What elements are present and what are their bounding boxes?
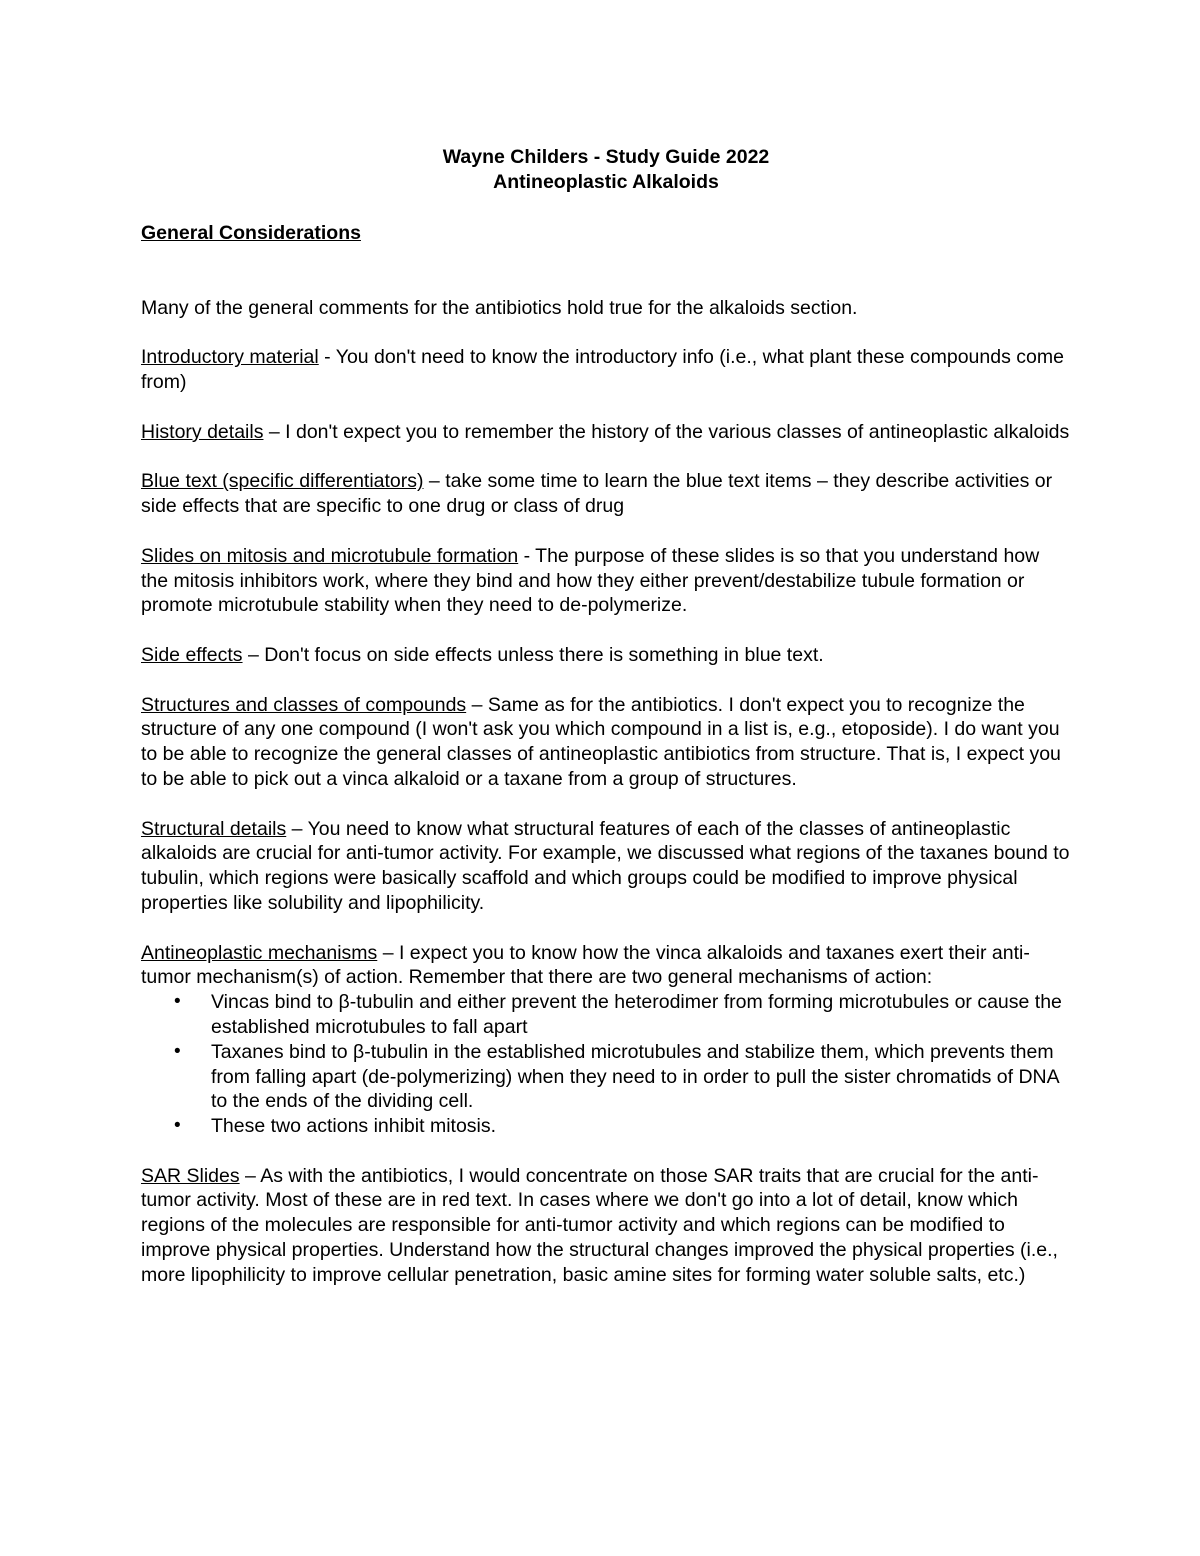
paragraph-label: History details [141,420,264,443]
paragraph-text: - The purpose of these slides is so that you understand how the mitosis inhibitors work, where they bind and how they either prevent/destabilize tubule formation or promote microtubule stability when they need to de-polymerize. [141,544,1040,617]
paragraph-blue-text [141,469,1071,519]
paragraph-mitosis-slides [141,544,1071,618]
bullet-text: Vincas bind to β-tubulin and either prevent the heterodimer from forming microtubules or cause the established microtubules to fall apart [211,991,1062,1038]
bullet-icon: • [174,1115,181,1137]
paragraph-text: - You don't need to know the introductory info (i.e., what plant these compounds come from) [141,346,1064,394]
paragraph-text: – Same as for the antibiotics. I don't expect you to recognize the structure of any one compound (I won't ask you which compound in a list is, e.g., etoposide). I do want you to be able to recognize the general classes of antineoplastic antibiotics from structure. That is, I expect you to be able to pick out a vinca alkaloid or a taxane from a group of structures. [141,693,1061,790]
document-body [141,145,1071,1288]
paragraph-label: Introductory material [141,346,319,369]
bullet-item [141,990,1071,1040]
bullet-icon: • [174,991,181,1013]
paragraph-label: Structural details [141,817,287,840]
paragraph-text: – You need to know what structural features of each of the classes of antineoplastic alkaloids are crucial for anti-tumor activity. For example, we discussed what regions of the taxanes bound to tubulin, which regions were basically scaffold and which groups could be modified to improve physical properties like solubility and lipophilicity. [141,817,1070,914]
mechanism-bullet-list [141,990,1071,1139]
paragraph-structures-classes [141,693,1071,792]
paragraph-history-details [141,420,1071,445]
paragraph-text: – take some time to learn the blue text items – they describe activities or side effects that are specific to one drug or class of drug [141,470,1053,518]
paragraph-text: – Don't focus on side effects unless there is something in blue text. [242,643,824,666]
paragraph-text: – I don't expect you to remember the history of the various classes of antineoplastic alkaloids [263,420,1070,443]
paragraph-side-effects [141,643,1071,668]
paragraph-structural-details [141,817,1071,916]
paragraph-label: Slides on mitosis and microtubule formation [141,544,519,567]
document-title [141,145,1071,195]
bullet-icon: • [174,1040,181,1062]
paragraph-antineoplastic-mechanisms [141,941,1071,1139]
bullet-item [141,1040,1071,1114]
paragraph-label: SAR Slides [141,1164,240,1187]
title-line-author: Wayne Childers - Study Guide 2022 [442,146,770,168]
title-line-subject: Antineoplastic Alkaloids [493,171,719,193]
paragraph-introductory-material [141,345,1071,395]
bullet-text: These two actions inhibit mitosis. [211,1115,497,1138]
paragraph-label: Antineoplastic mechanisms [141,941,378,964]
bullet-text: Taxanes bind to β-tubulin in the established microtubules and stabilize them, which prevents them from falling apart (de-polymerizing) when they need to in order to pull the sister chromatids of DNA to the ends of the dividing cell. [211,1040,1059,1113]
paragraph-label: Structures and classes of compounds [141,693,467,716]
paragraph-text: – I expect you to know how the vinca alkaloids and taxanes exert their anti-tumor mechanism(s) of action. Remember that there are two general mechanisms of action: [141,941,1030,989]
bullet-item [141,1114,1071,1139]
intro-paragraph: Many of the general comments for the antibiotics hold true for the alkaloids section. [141,296,858,319]
paragraph-label: Blue text (specific differentiators) [141,470,424,493]
paragraph-label: Side effects [141,643,243,666]
paragraph-text: – As with the antibiotics, I would concentrate on those SAR traits that are crucial for the anti-tumor activity. Most of these are in red text. In cases where we don't go into a lot of detail, know which regions of the molecules are responsible for anti-tumor activity and which regions can be modified to improve physical properties. Understand how the structural changes improved the physical properties (i.e., more lipophilicity to improve cellular penetration, basic amine sites for forming water soluble salts, etc.) [141,1164,1058,1286]
paragraph-sar-slides [141,1164,1071,1288]
section-heading: General Considerations [141,222,361,244]
